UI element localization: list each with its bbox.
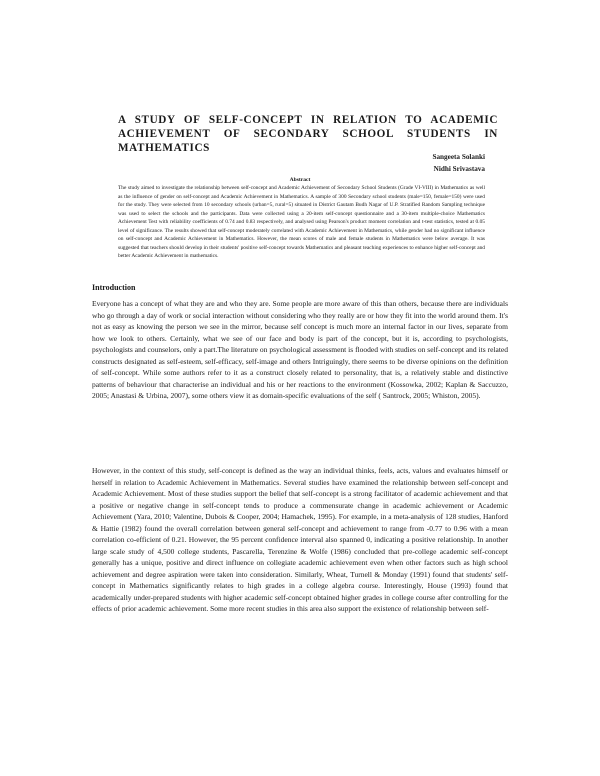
author-name: Nidhi Srivastava	[433, 165, 485, 173]
author-name: Sangeeta Solanki	[432, 153, 485, 161]
paper-title: A STUDY OF SELF-CONCEPT IN RELATION TO ACADEMIC ACHIEVEMENT OF SECONDARY SCHOOL STUDENTS IN MATHEMATICS	[118, 114, 498, 154]
body-paragraph: Everyone has a concept of what they are and who they are. Some people are more aware of this than others, because there are individuals who go through a day of work or social interaction without considering who they really are or how they fit into the world around them. It's not as easy as knowing the person we see in the mirror, because self concept is much more an internal factor in our lives, separate from how we look to others. Certainly, what we see of our face and body is part of the concept, but it is, according to psychologists, psychologists and counselors, only a part.The literature on psychological assessment is flooded with studies on self-concept and its related constructs designated as self-esteem, self-efficacy, self-image and others Intriguingly, there seems to be diverse opinions on the definition of self-concept. While some authors refer to it as a construct closely related to personality, that is, a relatively stable and distinctive patterns of behaviour that characterise an individual and his or her reactions to the environment (Kossowka, 2002; Kaplan & Saccuzzo, 2005; Anastasi & Urbina, 2007), some others view it as domain-specific evaluations of the self ( Santrock, 2005; Whiston, 2005).	[92, 299, 508, 400]
body-paragraph: However, in the context of this study, self-concept is defined as the way an individual thinks, feels, acts, values and evaluates himself or herself in relation to Academic Achievement in Mathematics. Several studies have examined the relationship between self-concept and Academic Achievement. Most of these studies support the belief that self-concept is a strong facilitator of academic achievement and that a positive or negative change in self-concept tends to produce a commensurate change in academic achievement or Academic Achievement (Yara, 2010; Valentine, Dubois & Cooper, 2004; Hamachek, 1995). For example, in a meta-analysis of 128 studies, Hanford & Hattie (1982) found the overall correlation between general self-concept and achievement to range from -0.77 to 0.96 with a mean correlation co-efficient of 0.21. However, the 95 percent confidence interval also spanned 0, indicating a positive relationship. In another large scale study of 4,500 college students, Pascarella, Terenzine & Wolfe (1986) concluded that pre-college academic self-concept generally has a unique, positive and direct influence on collegiate academic achievement even when other factors such as high school achievement and degree aspiration were taken into consideration. Similarly, Wheat, Turnell & Monday (1991) found that students' self-concept in Mathematics significantly relates to high grades in a college algebra course. Interestingly, House (1993) found that academically under-prepared students with higher academic self-concept obtained higher grades in college course after controlling for the effects of prior academic achievement. Some more recent studies in this area also support the existence of relationship between self-	[92, 466, 508, 613]
abstract-text: The study aimed to investigate the relationship between self-concept and Academic Achievement of Secondary School Students (Grade VI-VIII) in Mathematics as well as the influence of gender on self-concept and Academic Achievement in Mathematics. A sample of 300 Secondary school students (male=150, female=150) were used for the study. They were selected from 10 secondary schools (urban=5, rural=5) situated in District Gautam Budh Nagar of U.P. Stratified Random Sampling technique was used to select the schools and the participants. Data were collected using a 20-item self-concept questionnaire and a 30-item multiple-choice Mathematics Achievement Test with reliability coefficients of 0.74 and 0.83 respectively, and analysed using Pearson's product moment correlation and t-test statistics, tested at 0.05 level of significance. The results showed that self-concept moderately correlated with Academic Achievement in Mathematics, while gender had no significant influence on self-concept and Academic Achievement in Mathematics. However, the mean scores of male and female students in Mathematics were below average. It was suggested that teachers should develop in their students' positive self-concept towards Mathematics and pleasant teaching experiences to enhance higher self-concept and better Academic Achievement in mathematics.	[118, 185, 485, 260]
abstract-heading: Abstract	[289, 177, 311, 183]
section-heading-introduction: Introduction	[92, 283, 136, 292]
